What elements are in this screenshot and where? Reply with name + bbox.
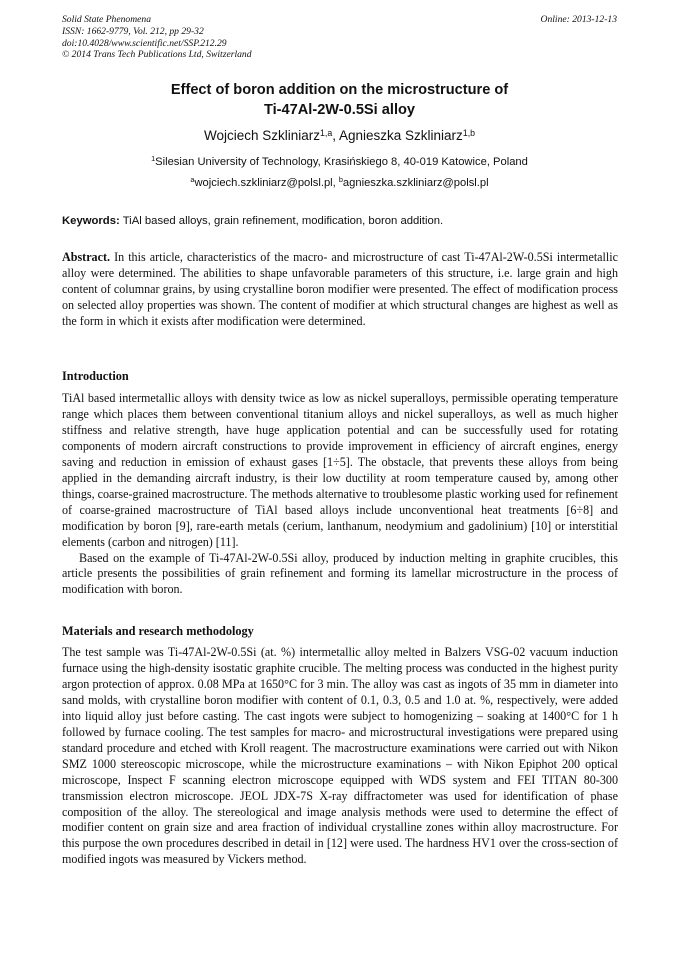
journal-name: Solid State Phenomena bbox=[62, 14, 151, 25]
issn-line: ISSN: 1662-9779, Vol. 212, pp 29-32 bbox=[62, 25, 204, 37]
author-2: Agnieszka Szkliniarz bbox=[339, 128, 463, 143]
introduction-body bbox=[62, 391, 618, 598]
copyright-line: © 2014 Trans Tech Publications Ltd, Switzerland bbox=[62, 49, 252, 61]
email-separator: , bbox=[332, 177, 339, 189]
methods-paragraph-1: The test sample was Ti-47Al-2W-0.5Si (at. %) intermetallic alloy melted in Balzers VSG-02 vacuum induction furnace using the high-density isostatic graphite crucible. The melting process was conducted in the highest purity argon protection of approx. 0.08 MPa at 1650°C for 3 min. The alloy was cast as ingots of 35 mm in diameter into sand molds, with crystalline boron modifier with content of 0.1, 0.3, 0.5 and 1.0 at. %, respectively, were added into liquid alloy just before casting. The cast ingots were subject to homogenizing – soaking at 1400°C for 1 h followed by furnace cooling. The test samples for macro- and microstructural investigations were prepared using standard procedure and etched with Kroll reagent. The macrostructure examinations were carried out with Nikon SMZ 1000 stereoscopic microscope, while the microstructure examinations – with Nikon Epiphot 200 optical microscope, Inspect F scanning electron microscope equipped with WDS system and FEI TITAN 80-300 transmission electron microscope. JEOL JDX-7S X-ray diffractometer was used for identification of phase composition of the alloy. The stereological and image analysis methods were used to determine the effect of modifier content on grain size and area fraction of individual crystalline zones within alloy macrostructure. For this purpose the own procedures described in detail in [12] were used. The hardness HV1 over the cross-section of modified ingots was measured by Vickers method. bbox=[62, 645, 618, 867]
affiliation bbox=[62, 155, 617, 170]
author-1-affil: 1,a bbox=[320, 127, 333, 138]
author-emails bbox=[62, 176, 617, 191]
online-date: Online: 2013-12-13 bbox=[540, 14, 617, 25]
email-b: agnieszka.szkliniarz@polsl.pl bbox=[342, 177, 489, 189]
methods-body bbox=[62, 645, 618, 868]
methods-heading: Materials and research methodology bbox=[62, 624, 254, 638]
doi-line: doi:10.4028/www.scientific.net/SSP.212.29 bbox=[62, 37, 227, 49]
email-a-marker: a bbox=[190, 175, 195, 185]
title-line-1: Effect of boron addition on the microstructure of bbox=[170, 82, 509, 98]
introduction-heading: Introduction bbox=[62, 369, 129, 383]
email-b-marker: b bbox=[338, 175, 343, 185]
keywords bbox=[62, 214, 618, 228]
introduction-paragraph-1: TiAl based intermetallic alloys with density twice as low as nickel superalloys, permissible operating temperature range which places them between conventional titanium alloys and nickel superalloys, as well as much higher stiffness and relative strength, have huge application potential and can be successfully used for rotating components of modern aircraft constructions to provide improvement in efficiency of aircraft engines, energy saving and reduction in emission of exhaust gases [1÷5]. The obstacle, that prevents these alloys from being applied in the demanding aircraft industry, is their low ductility at room temperature caused by, among other things, coarse-grained macrostructure. The methods alternative to troublesome plastic working used for refinement of coarse-grained macrostructure of TiAl based alloys include unconventional heat treatments [6÷8] and modification by boron [9], rare-earth metals (cerium, lanthanum, neodymium and gadolinium) [10] or interstitial elements (carbon and nitrogen) [11]. bbox=[62, 391, 618, 549]
introduction-paragraph-2: Based on the example of Ti-47Al-2W-0.5Si alloy, produced by induction melting in graphite crucibles, this article presents the possibilities of grain refinement and forming its lamellar microstructure in the process of modification with boron. bbox=[62, 550, 618, 597]
paper-title bbox=[62, 81, 617, 120]
affiliation-text: Silesian University of Technology, Krasińskiego 8, 40-019 Katowice, Poland bbox=[155, 156, 528, 168]
abstract-text: In this article, characteristics of the macro- and microstructure of cast Ti-47Al-2W-0.5Si intermetallic alloy were determined. The abilities to shape unfavorable parameters of this structure, i.e. large grain and high content of columnar grains, by using crystalline boron modifier were presented. The effect of modification process on selected alloy properties was shown. The content of modifier at which structural changes are highest as well as the form in which it exists after modification were determined. bbox=[62, 250, 618, 328]
keywords-text: TiAl based alloys, grain refinement, modification, boron addition. bbox=[119, 215, 444, 227]
author-separator: , bbox=[332, 128, 339, 143]
abstract-label: Abstract. bbox=[62, 250, 111, 264]
author-list bbox=[62, 127, 617, 145]
author-1: Wojciech Szkliniarz bbox=[204, 128, 321, 143]
email-a: wojciech.szkliniarz@polsl.pl bbox=[194, 177, 333, 189]
abstract bbox=[62, 250, 618, 330]
journal-header bbox=[62, 14, 617, 61]
affiliation-marker: 1 bbox=[151, 154, 156, 164]
title-line-2: Ti-47Al-2W-0.5Si alloy bbox=[263, 101, 416, 118]
author-2-affil: 1,b bbox=[462, 127, 475, 138]
keywords-label: Keywords: bbox=[62, 215, 120, 227]
